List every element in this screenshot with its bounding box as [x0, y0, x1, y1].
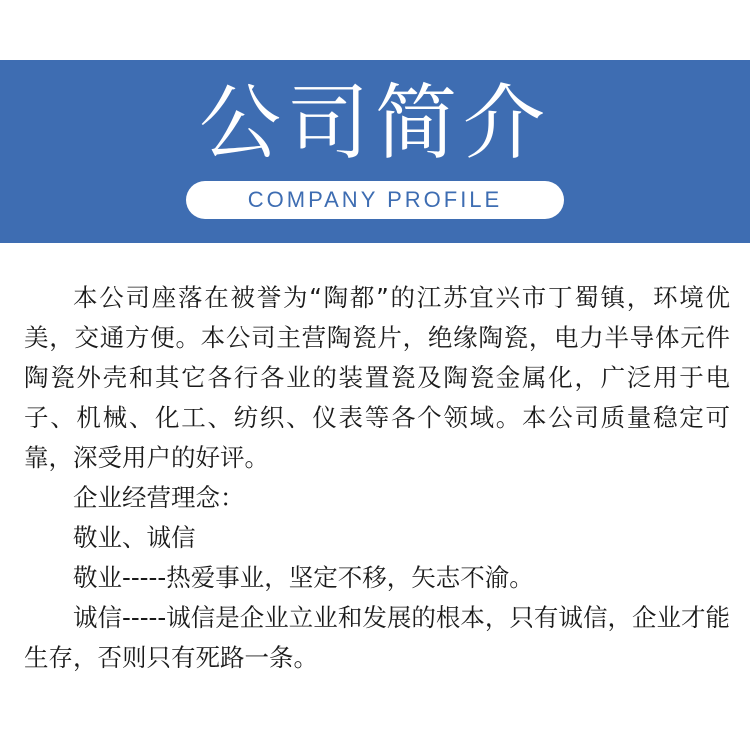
integrity-paragraph: 诚信-----诚信是企业立业和发展的根本，只有诚信，企业才能生存，否则只有死路一条。: [24, 603, 730, 672]
header-banner: [0, 60, 750, 243]
page-subtitle: COMPANY PROFILE: [247, 187, 503, 212]
philosophy-values: 敬业、诚信: [73, 523, 196, 552]
subtitle-pill: [186, 181, 564, 219]
intro-paragraph: 本公司座落在被誉为“陶都”的江苏宜兴市丁蜀镇，环境优美，交通方便。本公司主营陶瓷片，绝缘陶瓷，电力半导体元件陶瓷外壳和其它各行各业的装置瓷及陶瓷金属化，广泛用于电子、机械、化工、纺织、仪表等各个领域。本公司质量稳定可靠，深受用户的好评。: [24, 283, 730, 472]
company-profile-body: [24, 278, 730, 678]
dedication-paragraph: 敬业-----热爱事业，坚定不移，矢志不渝。: [73, 563, 534, 592]
philosophy-heading: 企业经营理念：: [73, 483, 245, 512]
page-title: 公司简介: [198, 76, 551, 171]
